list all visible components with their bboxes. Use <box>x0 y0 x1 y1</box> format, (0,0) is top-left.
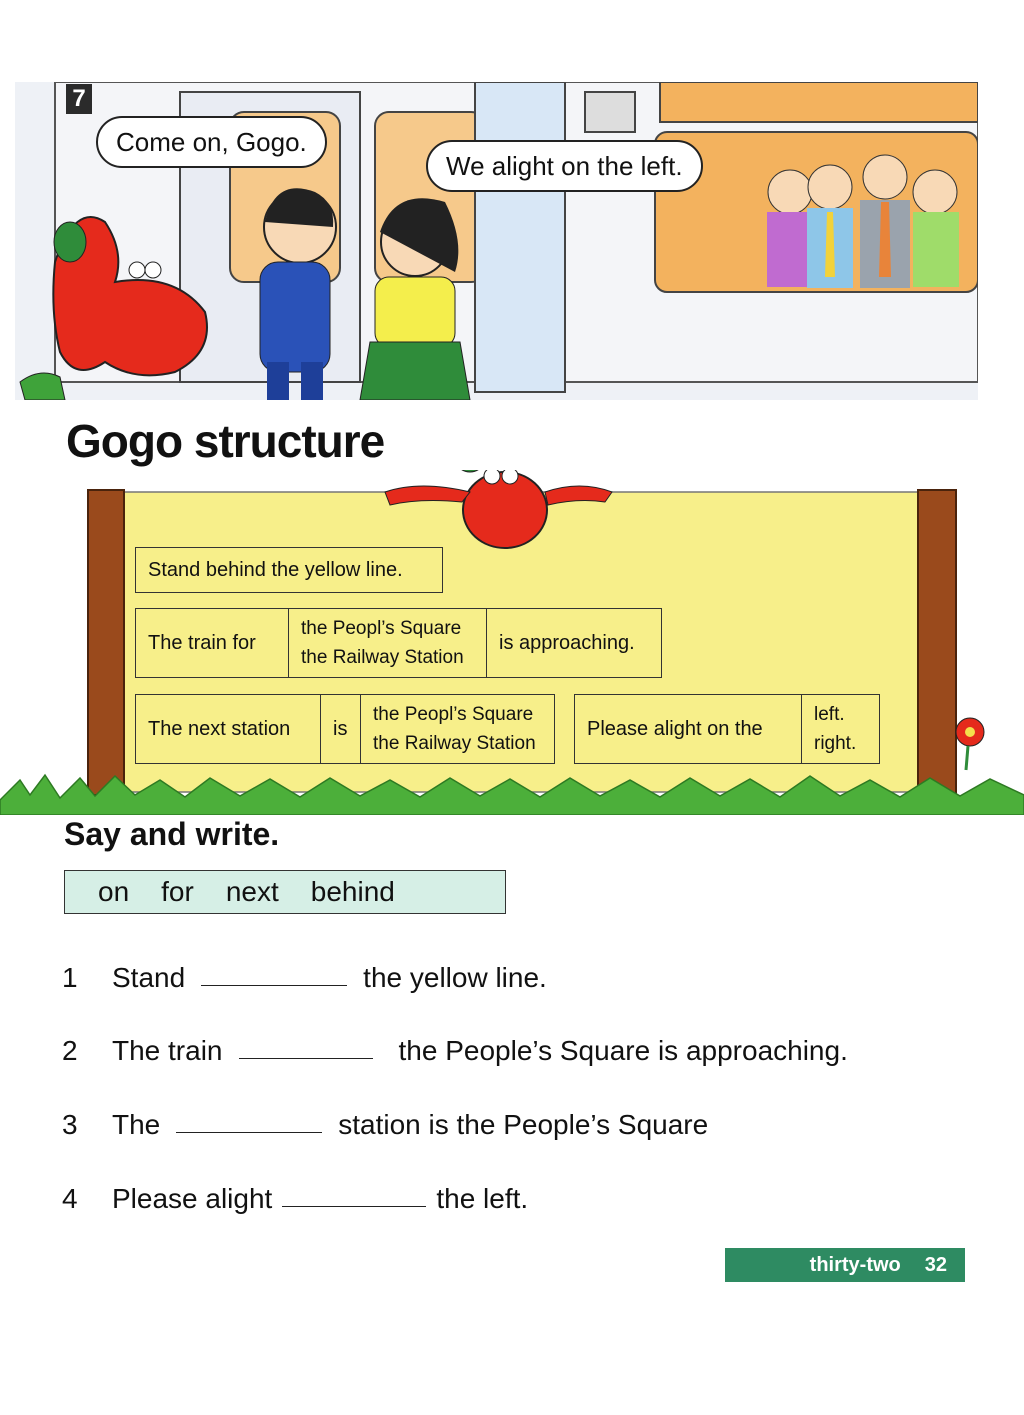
exercise-2 <box>62 1035 848 1067</box>
page-number: 32 <box>924 1253 947 1276</box>
structure-row-2-option-2: the Railway Station <box>301 647 464 668</box>
structure-row-1-text: Stand behind the yellow line. <box>148 558 403 581</box>
exercise-text-after: the People’s Square is approaching. <box>398 1035 848 1066</box>
structure-row-2-option-1: the Peopl’s Square <box>301 618 462 639</box>
structure-row-1 <box>135 547 443 593</box>
structure-row-4 <box>574 694 880 764</box>
exercise-text-after: the yellow line. <box>363 962 547 993</box>
structure-row-3-lead: The next station <box>148 717 291 740</box>
structure-row-2 <box>135 608 662 678</box>
answer-blank[interactable] <box>176 1131 322 1133</box>
structure-row-4-lead: Please alight on the <box>587 717 763 740</box>
exercise-number: 4 <box>62 1183 78 1214</box>
exercise-number: 1 <box>62 962 78 993</box>
speech-bubble-boy: Come on, Gogo. <box>96 116 327 168</box>
page-number-tag <box>725 1248 965 1282</box>
word-bank-item: on <box>98 876 130 907</box>
exercise-text-before: The train <box>112 1035 223 1066</box>
structure-row-3-options <box>360 695 554 763</box>
exercise-text-after: station is the People’s Square <box>338 1109 709 1140</box>
exercise-3 <box>62 1109 708 1141</box>
structure-row-3-option-1: the Peopl’s Square <box>373 704 534 725</box>
exercise-text-before: The <box>112 1109 161 1140</box>
exercise-number: 2 <box>62 1035 78 1066</box>
answer-blank[interactable] <box>201 984 347 986</box>
exercise-number: 3 <box>62 1109 78 1140</box>
exercise-text-before: Stand <box>112 962 186 993</box>
exercise-1 <box>62 962 547 994</box>
speech-bubble-girl: We alight on the left. <box>426 140 703 192</box>
structure-row-4-options <box>801 695 879 763</box>
section-title-say-and-write: Say and write. <box>64 816 280 852</box>
exercise-text-after: the left. <box>436 1183 529 1214</box>
structure-row-2-tail: is approaching. <box>486 609 661 677</box>
word-bank-item: next <box>225 876 279 907</box>
panel-number: 7 <box>66 84 92 114</box>
structure-row-2-lead: The train for <box>148 631 256 654</box>
answer-blank[interactable] <box>282 1205 426 1207</box>
section-title-gogo-structure: Gogo structure <box>66 415 385 467</box>
word-bank-item: behind <box>310 876 395 907</box>
page-number-word: thirty-two <box>809 1253 901 1276</box>
structure-row-3-option-2: the Railway Station <box>373 733 536 754</box>
structure-row-4-option-2: right. <box>814 733 857 754</box>
structure-row-2-options <box>288 609 486 677</box>
structure-row-3 <box>135 694 555 764</box>
structure-row-3-verb: is <box>320 695 360 763</box>
exercise-4 <box>62 1183 528 1215</box>
answer-blank[interactable] <box>239 1057 373 1059</box>
word-bank <box>64 870 506 914</box>
word-bank-item: for <box>161 876 194 907</box>
structure-row-4-option-1: left. <box>814 704 845 725</box>
exercise-text-before: Please alight <box>112 1183 273 1214</box>
